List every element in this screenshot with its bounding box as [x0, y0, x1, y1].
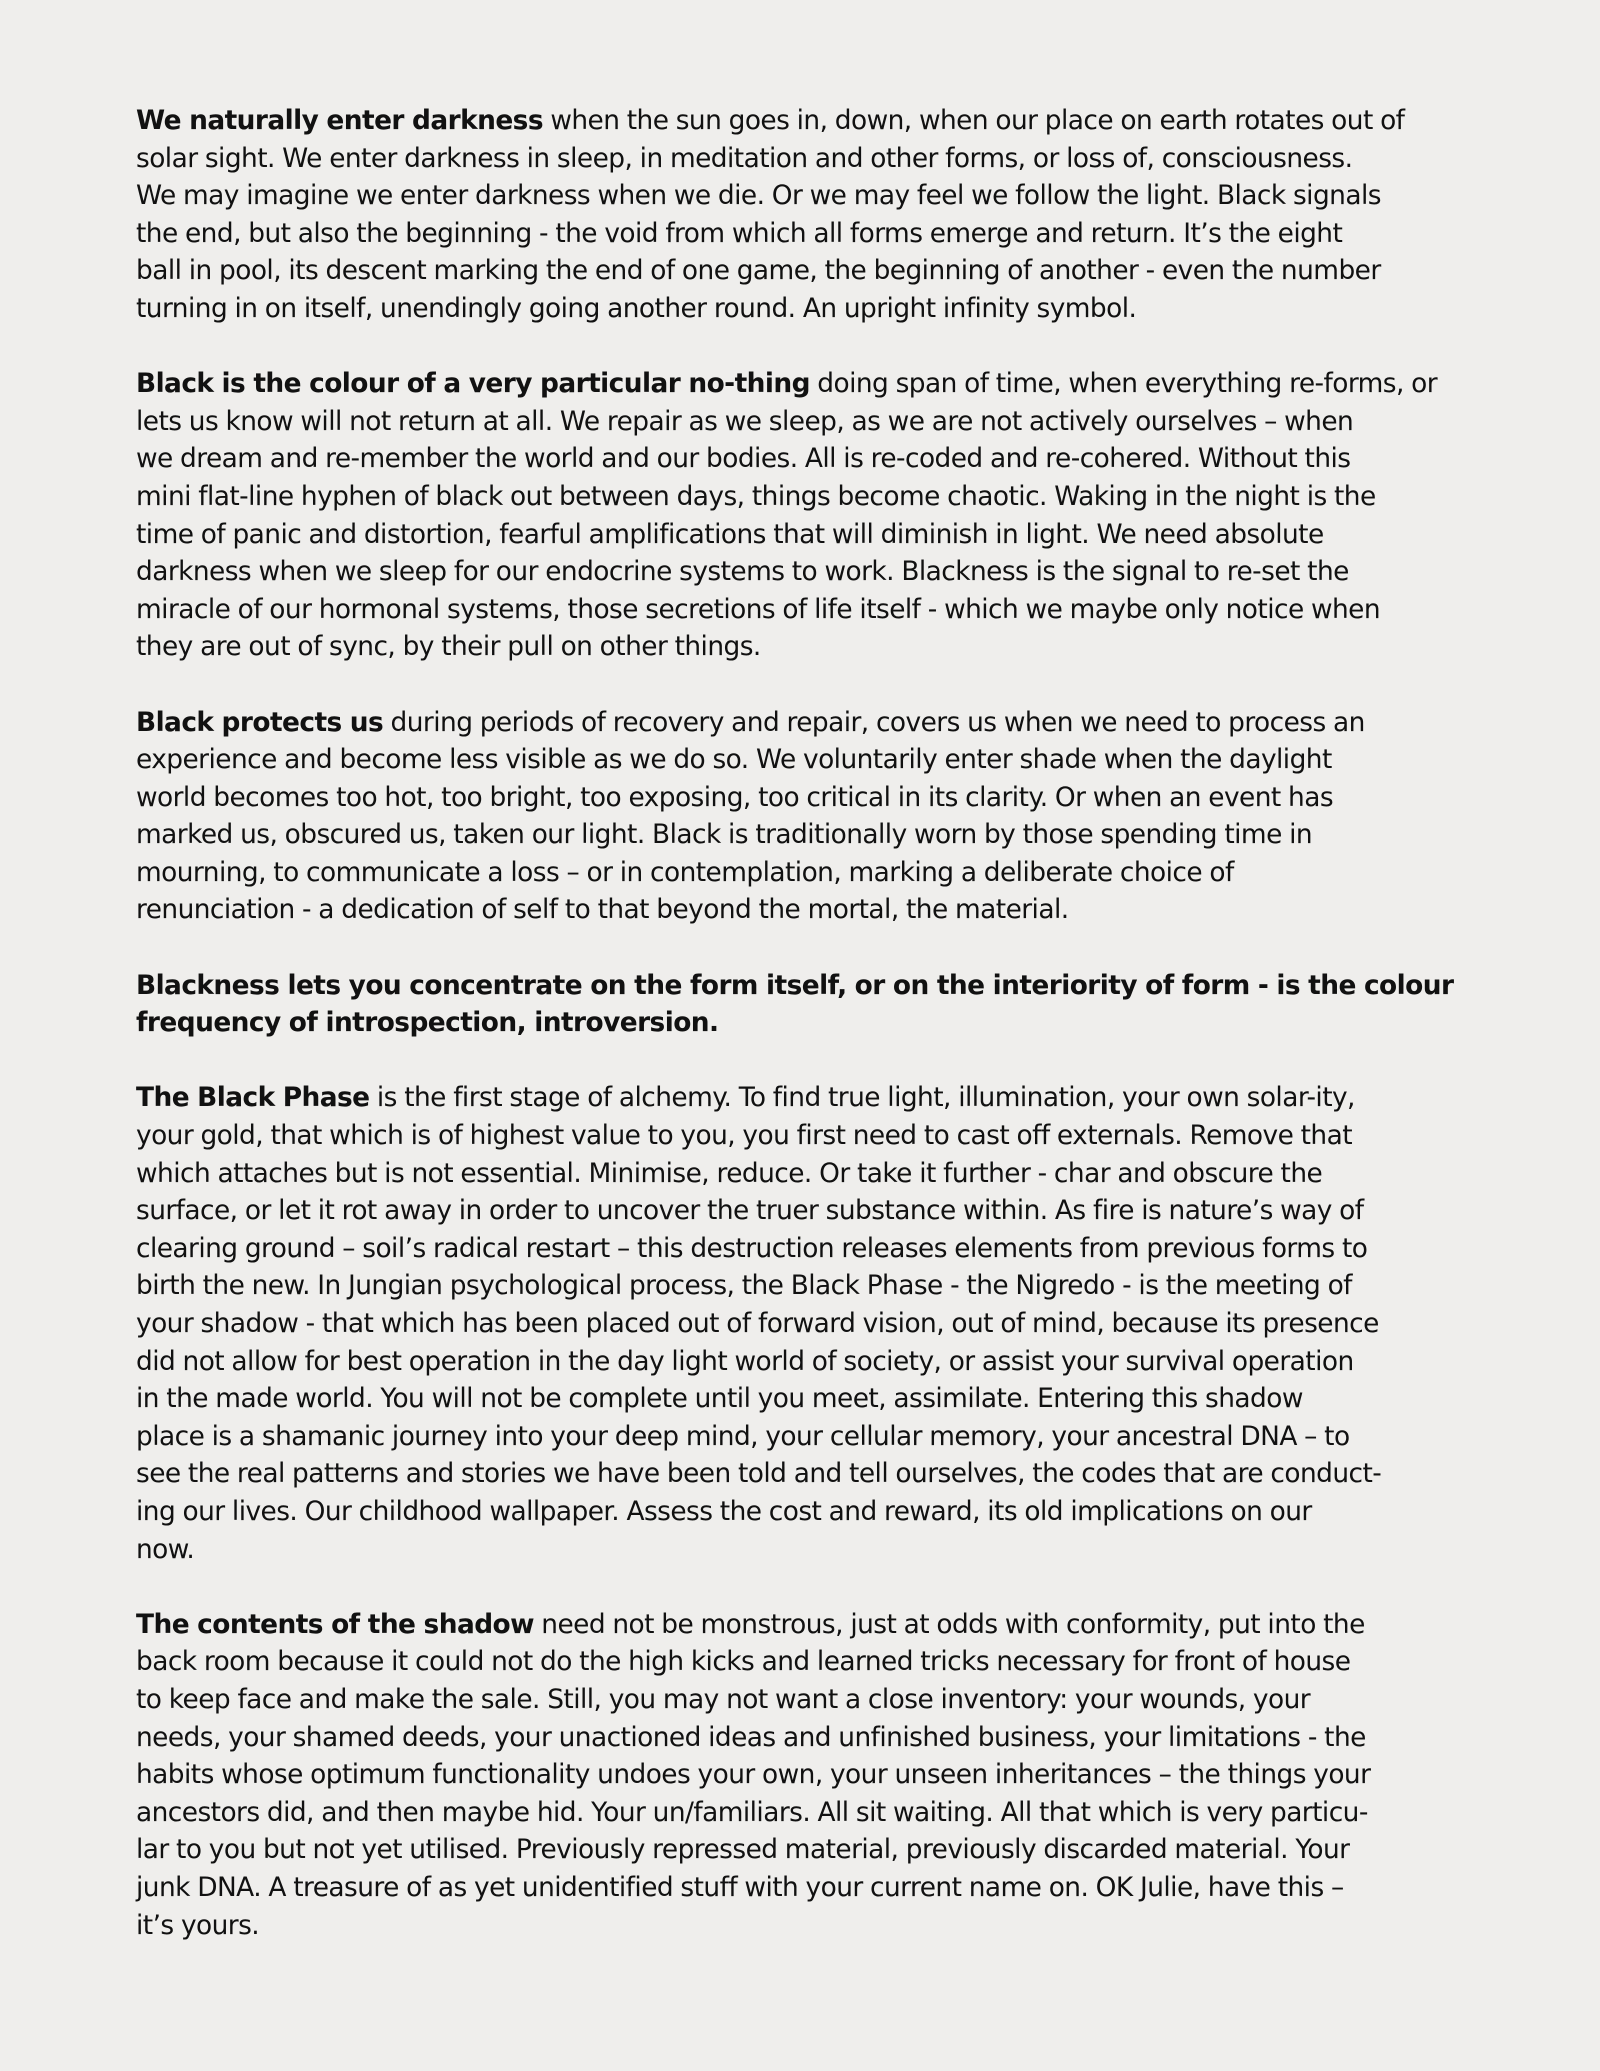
paragraph-body: doing span of time, when everything re-forms, or lets us know will not return at all. We repair as we sleep, as we are not actively ourselves – when we dream and re-member the world and our bodies. All is re-coded and re-cohered. Without this mini flat-line hyphen of black out between days, things become chaotic. Waking in the night is the time of panic and distortion, fearful amplifications that will diminish in light. We need absolute darkness when we sleep for our endocrine systems to work. Blackness is the signal to re-set the miracle of our hormonal systems, those secretions of life itself - which we maybe only notice when they are out of sync, by their pull on other things. [136, 368, 1438, 663]
paragraph-body: when the sun goes in, down, when our place on earth rotates out of solar sight. We enter darkness in sleep, in meditation and other forms, or loss of, consciousness. We may imagine we enter darkness when we die. Or we may feel we follow the light. Black signals the end, but also the beginning - the void from which all forms emerge and return. It’s the eight ball in pool, its descent marking the end of one game, the beginning of another - even the number turning in on itself, unendingly going another round. An upright infinity symbol. [136, 105, 1405, 324]
paragraph-lead: Black protects us [136, 706, 384, 738]
paragraph-lead: Black is the colour of a very particular no-thing [136, 368, 810, 400]
paragraph-blackness-form [136, 967, 1476, 1042]
paragraph-lead: The Black Phase [136, 1082, 370, 1114]
paragraph-darkness [136, 102, 1476, 328]
paragraph-black-phase [136, 1079, 1476, 1568]
paragraph-lead: The contents of the shadow [136, 1608, 534, 1640]
paragraph-body: during periods of recovery and repair, covers us when we need to process an experience and become less visible as we do so. We voluntarily enter shade when the daylight world becomes too hot, too bright, too exposing, too critical in its clarity. Or when an event has marked us, obscured us, taken our light. Black is traditionally worn by those spending time in mourning, to communicate a loss – or in contemplation, marking a deliberate choice of renunciation - a dedication of self to that beyond the mortal, the material. [136, 706, 1365, 926]
paragraph-body: need not be monstrous, just at odds with conformity, put into the back room because it could not do the high kicks and learned tricks necessary for front of house to keep face and make the sale. Still, you may not want a close inventory: your wounds, your needs, your shamed deeds, your unactioned ideas and unfinished business, your limitations - the habits whose optimum functionality undoes your own, your unseen inheritances – the things your ancestors did, and then maybe hid. Your un/familiars. All sit waiting. All that which is very particu- lar to you but not yet utilised. Previously repressed material, previously discarded material. Your junk DNA. A treasure of as yet unidentified stuff with your current name on. OK Julie, have this – it’s yours. [136, 1608, 1371, 1941]
paragraph-body: Blackness lets you concentrate on the form itself, or on the interiority of form - is the colour frequency of introspection, introversion. [136, 969, 1454, 1039]
paragraph-lead: We naturally enter darkness [136, 105, 543, 136]
paragraph-body: is the first stage of alchemy. To find true light, illumination, your own solar-ity, your gold, that which is of highest value to you, you first need to cast off externals. Remove that which attaches but is not essential. Minimise, reduce. Or take it further - char and obscure the surface, or let it rot away in order to uncover the truer substance within. As fire is nature’s way of clearing ground – soil’s radical restart – this destruction releases elements from previous forms to birth the new. In Jungian psychological process, the Black Phase - the Nigredo - is the meeting of your shadow - that which has been placed out of forward vision, out of mind, because its presence did not allow for best operation in the day light world of society, or assist your survival operation in the made world. You will not be complete until you meet, assimilate. Entering this shadow place is a shamanic journey into your deep mind, your cellular memory, your ancestral DNA – to see the real patterns and stories we have been told and tell ourselves, the codes that are conduct- ing our lives. Our childhood wallpaper. Assess the cost and reward, its old implications on our now. [136, 1082, 1382, 1565]
paragraph-no-thing [136, 365, 1476, 666]
document-page [136, 102, 1476, 1982]
paragraph-shadow-contents [136, 1606, 1476, 1944]
paragraph-black-protects [136, 704, 1476, 930]
